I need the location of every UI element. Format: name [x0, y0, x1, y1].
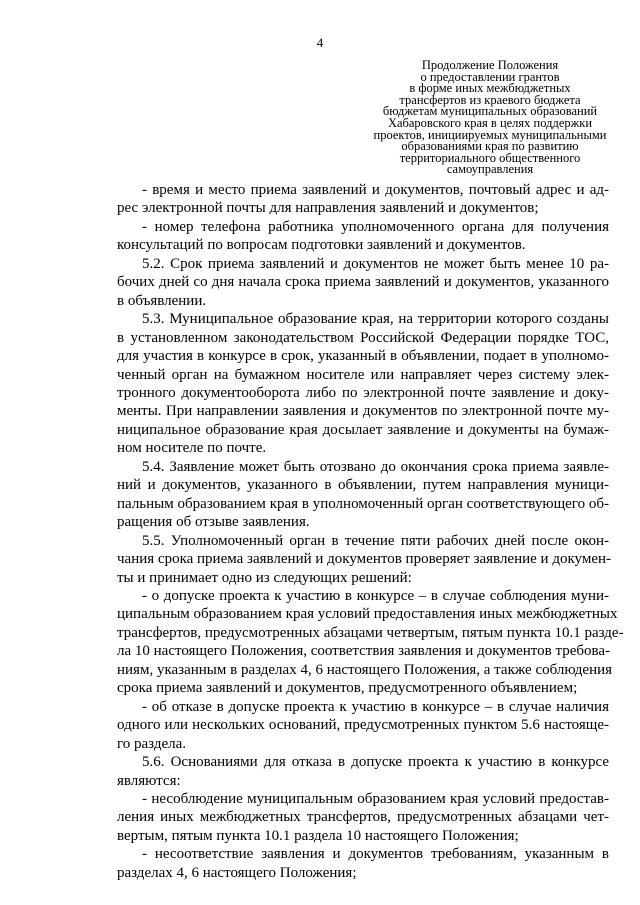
text-line: ниципальное образование края досылает заявление и документы на бумаж-	[117, 421, 609, 438]
text-line: - номер телефона работника уполномоченного органа для получения	[142, 218, 609, 235]
text-line: ла 10 настоящего Положения, соответствия заявления и документов требова-	[117, 643, 611, 660]
paragraph	[117, 218, 609, 255]
text-line: 5.2. Срок приема заявлений и документов не может быть менее 10 ра-	[142, 255, 609, 272]
text-line: - о допуске проекта к участию в конкурсе – в случае соблюдения муни-	[142, 587, 609, 604]
paragraph	[117, 255, 609, 310]
text-line: 5.4. Заявление может быть отозвано до окончания срока приема заявле-	[142, 458, 609, 475]
text-line: тронного документооборота либо по электронной почте заявление и доку-	[117, 384, 609, 401]
header-line: трансфертов из краевого бюджета	[399, 92, 581, 107]
text-line: ращения об отзыве заявления.	[117, 514, 310, 531]
document-body	[117, 181, 624, 882]
text-line: ном носителе по почте.	[117, 440, 267, 457]
header-line: территориального общественного	[399, 150, 581, 165]
text-line: ления иных межбюджетных трансфертов, предусмотренных абзацами чет-	[117, 809, 609, 826]
header-line: Хабаровского края в целях поддержки	[387, 115, 593, 130]
text-line: - время и место приема заявлений и документов, почтовый адрес и ад-	[142, 182, 609, 198]
paragraph	[117, 310, 609, 458]
header-line: проектов, инициируемых муниципальными	[373, 127, 607, 142]
text-line: - об отказе в допуске проекта к участию в конкурсе – в случае наличия	[142, 698, 609, 715]
text-line: являются:	[117, 772, 181, 789]
text-line: ты и принимает одно из следующих решений:	[117, 569, 412, 586]
text-line: бочих дней со дня начала срока приема заявлений и документов, указанного	[117, 274, 609, 291]
text-line: консультаций по вопросам подготовки заявлений и документов.	[117, 237, 526, 254]
text-line: ний и документов, указанного в объявлении, путем направления муници-	[117, 477, 609, 494]
text-line: вертым, пятым пункта 10.1 раздела 10 настоящего Положения;	[117, 827, 519, 844]
paragraph	[117, 181, 609, 218]
text-line: менты. При направлении заявления и документов по электронной почте му-	[117, 403, 609, 420]
page-number: 4	[316, 35, 324, 50]
header-line: образованиями края по развитию	[401, 139, 579, 154]
document-continuation-header	[370, 60, 610, 176]
text-line: срока приема заявлений и документов, предусмотренного объявлением;	[117, 680, 578, 697]
text-line: трансфертов, предусмотренных абзацами четвертым, пятым пункта 10.1 разде-	[117, 624, 624, 641]
paragraph	[117, 753, 609, 790]
text-line: разделах 4, 6 настоящего Положения;	[117, 864, 357, 881]
text-line: рес электронной почты для направления заявлений и документов;	[117, 200, 539, 217]
paragraph	[117, 698, 609, 753]
text-line: ченный орган на бумажном носителе или направляет через систему элек-	[117, 366, 609, 383]
paragraph	[117, 587, 624, 698]
text-line: ниям, указанным в разделах 4, 6 настоящего Положения, а также соблюдения	[117, 661, 613, 678]
text-line: чания срока приема заявлений и документов проверяет заявление и докумен-	[117, 551, 612, 568]
text-line: в установленном законодательством Российской Федерации порядке ТОС,	[117, 329, 609, 346]
text-line: - несоответствие заявления и документов требованиям, указанным в	[142, 846, 609, 863]
text-line: 5.5. Уполномоченный орган в течение пяти рабочих дней после окон-	[142, 532, 609, 549]
text-line: 5.3. Муниципальное образование края, на территории которого созданы	[142, 311, 609, 328]
header-line: в форме иных межбюджетных	[409, 81, 571, 96]
paragraph	[117, 845, 609, 882]
text-line: - несоблюдение муниципальным образованием края условий предостав-	[142, 790, 609, 807]
header-line: Продолжение Положения	[421, 58, 559, 72]
header-line: самоуправления	[446, 162, 534, 177]
paragraph	[117, 532, 612, 587]
text-line: в объявлении.	[117, 292, 207, 309]
text-line: го раздела.	[117, 735, 187, 752]
header-line: о предоставлении грантов	[420, 69, 560, 84]
text-line: ципальным образованием края условий предоставления иных межбюджетных	[117, 606, 618, 623]
paragraph	[117, 790, 609, 845]
header-line: бюджетам муниципальных образований	[382, 104, 598, 119]
text-line: одного или нескольких оснований, предусмотренных пунктом 5.6 настояще-	[117, 717, 609, 734]
paragraph	[117, 458, 609, 532]
text-line: для участия в конкурсе в срок, указанный в объявлении, подает в уполномо-	[117, 348, 609, 365]
text-line: 5.6. Основаниями для отказа в допуске проекта к участию в конкурсе	[142, 754, 609, 771]
text-line: пальным образованием края в уполномоченный орган соответствующего об-	[117, 495, 609, 512]
